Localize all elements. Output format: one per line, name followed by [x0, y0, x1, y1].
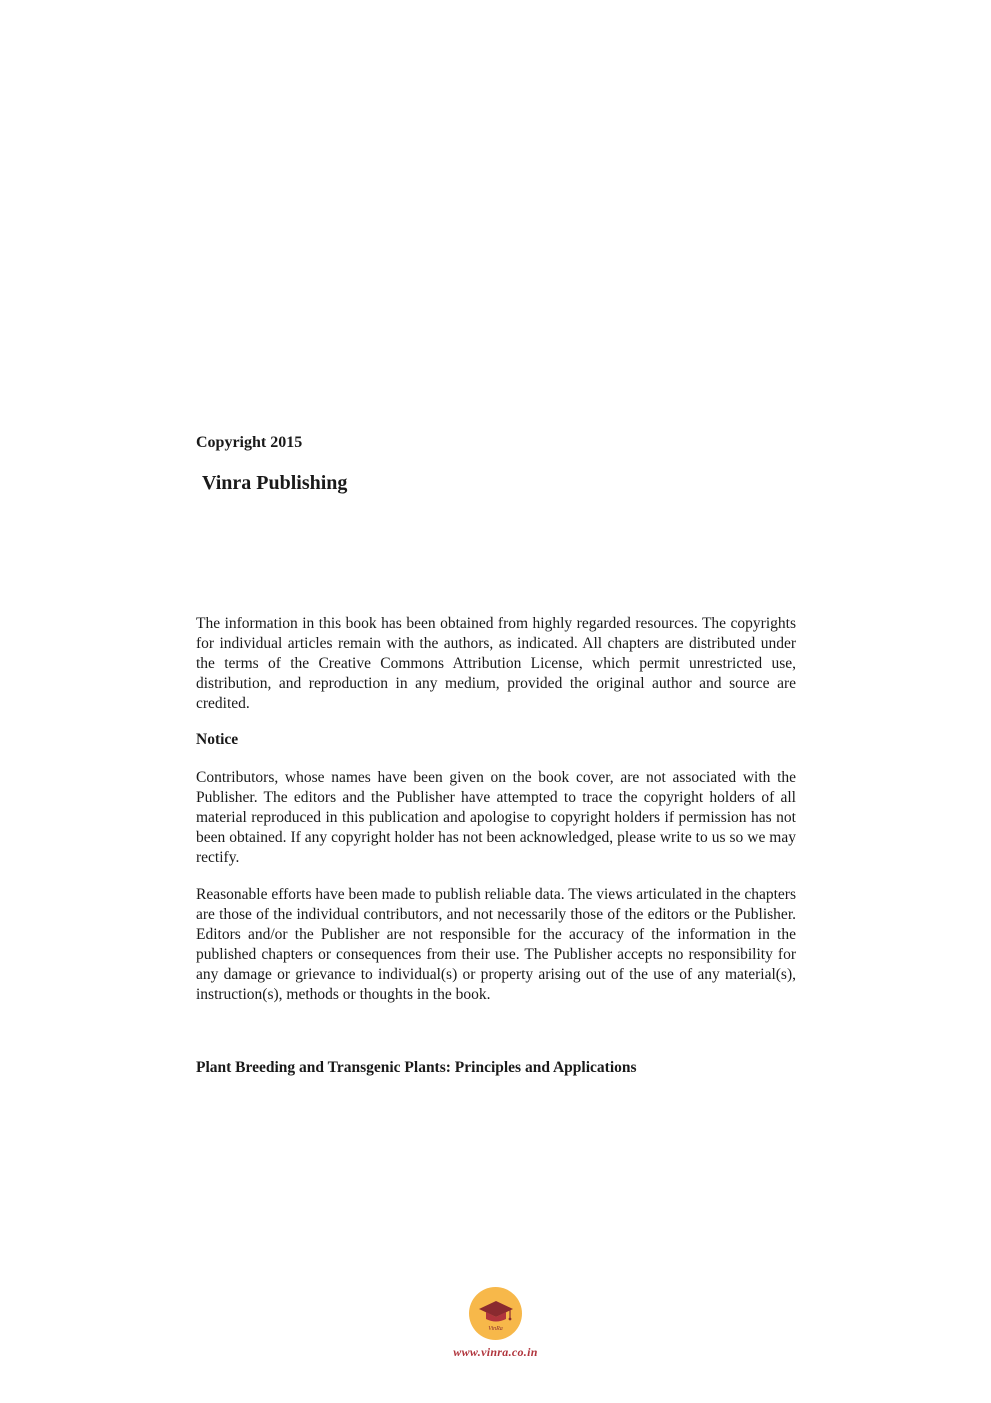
notice-paragraph-1: Contributors, whose names have been given on the book cover, are not associated with the Publisher. The editors and the Publisher have attempted to trace the copyright holders of all material reproduced in this publication and apologise to copyright holders if permission has not been obtained. If any copyright holder has not been acknowledged, please write to us so we may rectify.: [196, 769, 796, 866]
notice-paragraph-2: Reasonable efforts have been made to publish reliable data. The views articulated in the chapters are those of the individual contributors, and not necessarily those of the editors or the Publisher. Editors and/or the Publisher are not responsible for the accuracy of the information in the published chapters or consequences from their use. The Publisher accepts no responsibility for any damage or grievance to individual(s) or property arising out of the use of any material(s), instruction(s), methods or thoughts in the book.: [196, 886, 796, 1003]
notice-heading: Notice: [196, 731, 239, 748]
book-title: Plant Breeding and Transgenic Plants: Principles and Applications: [196, 1059, 637, 1076]
graduation-cap-icon: [469, 1287, 522, 1340]
intro-paragraph: The information in this book has been obtained from highly regarded resources. The copyrights for individual articles remain with the authors, as indicated. All chapters are distributed under the terms of the Creative Commons Attribution License, which permit unrestricted use, distribution, and reproduction in any medium, provided the original author and source are credited.: [196, 615, 796, 712]
svg-text:VinRa: VinRa: [488, 1326, 503, 1332]
publisher-logo: [469, 1287, 522, 1340]
copyright-line: Copyright 2015: [196, 434, 303, 451]
website-url[interactable]: www.vinra.co.in: [453, 1345, 538, 1359]
publisher-name: Vinra Publishing: [202, 472, 348, 494]
